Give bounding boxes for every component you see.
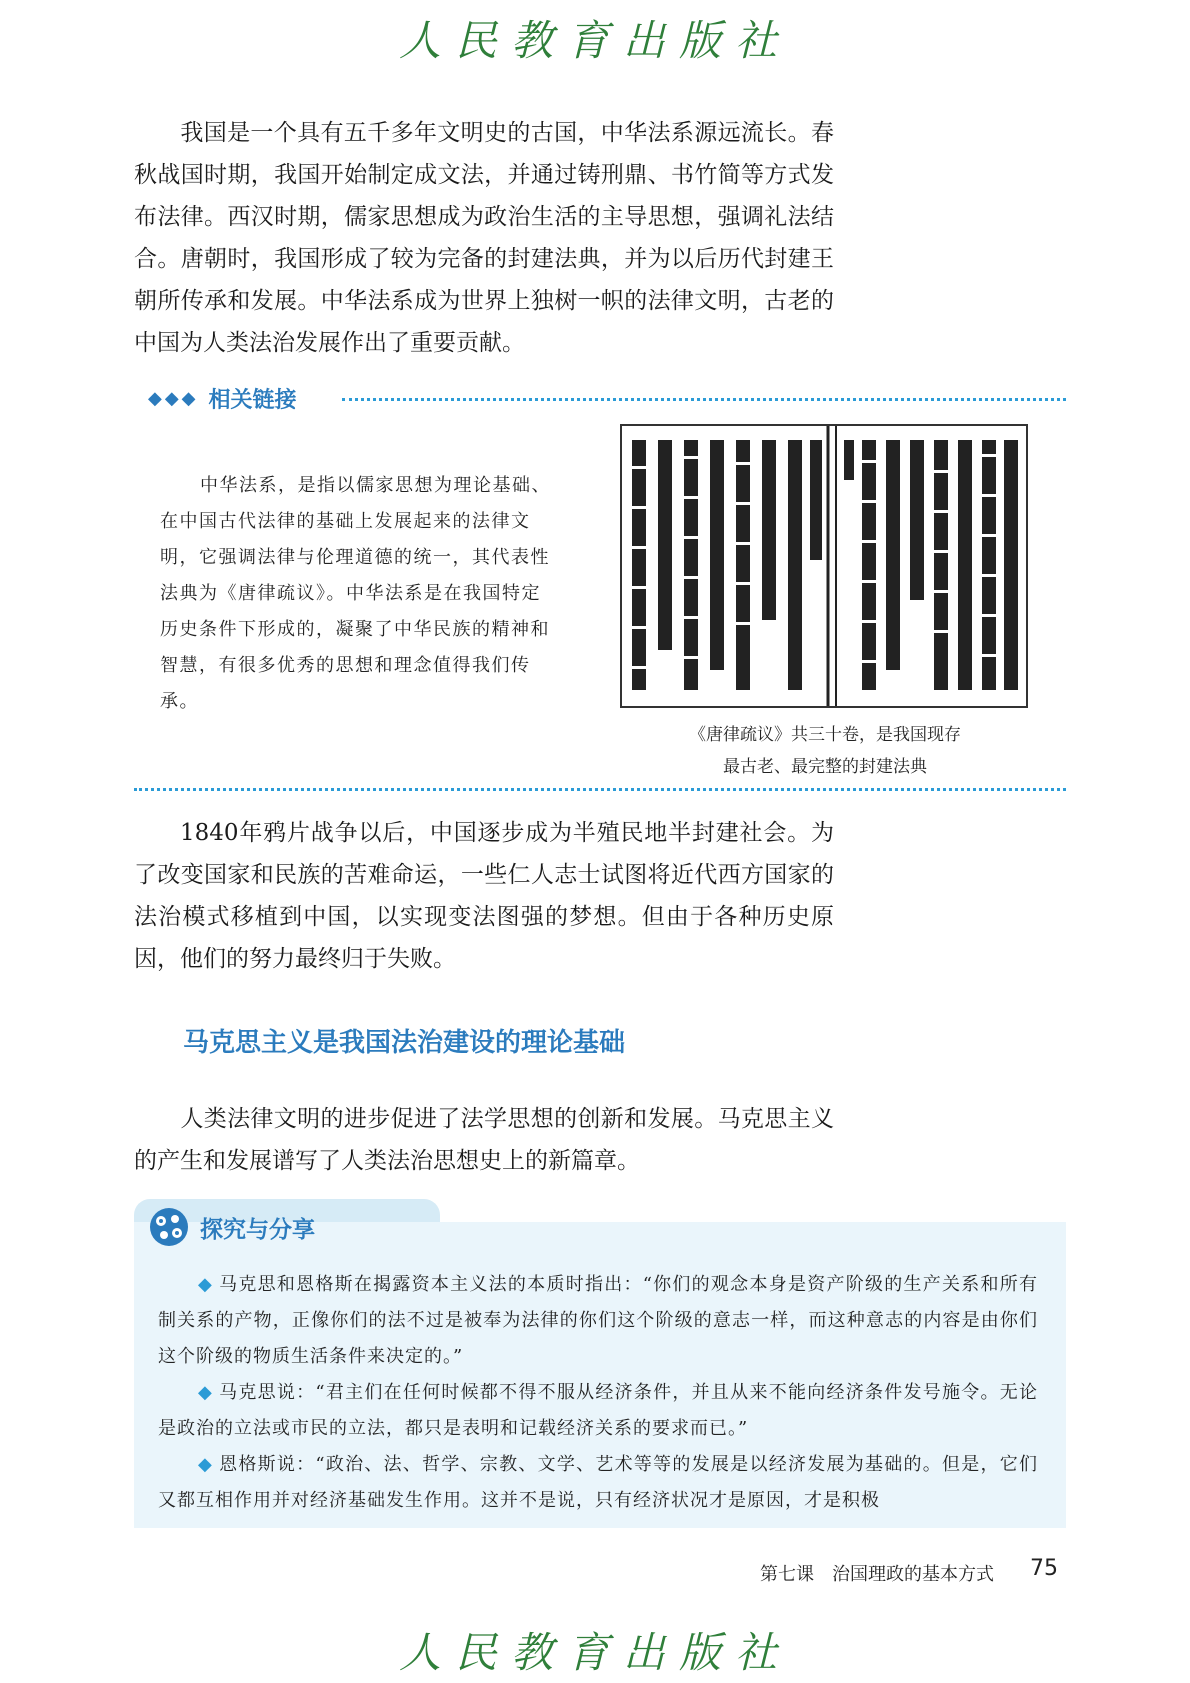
explore-icon (148, 1206, 190, 1248)
section-title: 马克思主义是我国法治建设的理论基础 (183, 1028, 626, 1058)
dotted-divider-top (342, 398, 1066, 401)
paragraph-modern-history: 1840年鸦片战争以后，中国逐步成为半殖民地半封建社会。为了改变国家和民族的苦难命运，一些仁人志士试图将近代西方国家的法治模式移植到中国，以实现变法图强的梦想。但由于各种历史原因，他们的努力最终归于失败。 (134, 820, 834, 972)
page-number: 75 (1030, 1556, 1058, 1581)
image-caption: 《唐律疏议》共三十卷，是我国现存 最古老、最完整的封建法典 (689, 725, 961, 777)
related-link-title: 相关链接 (208, 388, 297, 413)
ancient-book-icon (622, 426, 1026, 706)
paragraph-marxism: 人类法律文明的进步促进了法学思想的创新和发展。马克思主义的产生和发展谱写了人类法治思想史上的新篇章。 (134, 1106, 834, 1174)
dotted-divider-bottom (134, 788, 1066, 791)
diamond-icon: ◆◆◆ (148, 388, 199, 409)
footer-lesson: 第七课 治国理政的基本方式 (760, 1564, 994, 1585)
explore-header (148, 1206, 315, 1248)
bullet-icon: ◆ (198, 1454, 214, 1475)
explore-title: 探究与分享 (200, 1216, 315, 1243)
quote-marx: ◆ 马克思说：“君主们在任何时候都不得不服从经济条件，并且从来不能向经济条件发号施令。无论是政治的立法或市民的立法，都只是表明和记载经济关系的要求而已。” (158, 1382, 1039, 1439)
related-link-text: 中华法系，是指以儒家思想为理论基础、在中国古代法律的基础上发展起来的法律文明，它强调法律与伦理道德的统一，其代表性法典为《唐律疏议》。中华法系是在我国特定历史条件下形成的，凝聚了中华民族的精神和智慧，有很多优秀的思想和理念值得我们传承。 (160, 475, 551, 712)
publisher-logo-top: 人民教育出版社 (398, 16, 791, 65)
paragraph-chinese-legal-history: 我国是一个具有五千多年文明史的古国，中华法系源远流长。春秋战国时期，我国开始制定成文法，并通过铸刑鼎、书竹简等方式发布法律。西汉时期，儒家思想成为政治生活的主导思想，强调礼法结合。唐朝时，我国形成了较为完备的封建法典，并为以后历代封建王朝所传承和发展。中华法系成为世界上独树一帜的法律文明，古老的中国为人类法治发展作出了重要贡献。 (134, 120, 834, 356)
tang-code-image (620, 424, 1028, 708)
quote-engels: ◆ 恩格斯说：“政治、法、哲学、宗教、文学、艺术等等的发展是以经济发展为基础的。但是，它们又都互相作用并对经济基础发生作用。这并不是说，只有经济状况才是原因，才是积极 (158, 1454, 1039, 1511)
quote-marx-engels: ◆ 马克思和恩格斯在揭露资本主义法的本质时指出：“你们的观念本身是资产阶级的生产关系和所有制关系的产物，正像你们的法不过是被奉为法律的你们这个阶级的意志一样，而这种意志的内容是由你们这个阶级的物质生活条件来决定的。” (158, 1274, 1039, 1367)
bullet-icon: ◆ (198, 1274, 214, 1295)
related-link-header (148, 383, 297, 414)
publisher-logo-bottom: 人民教育出版社 (398, 1628, 791, 1677)
bullet-icon: ◆ (198, 1382, 214, 1403)
